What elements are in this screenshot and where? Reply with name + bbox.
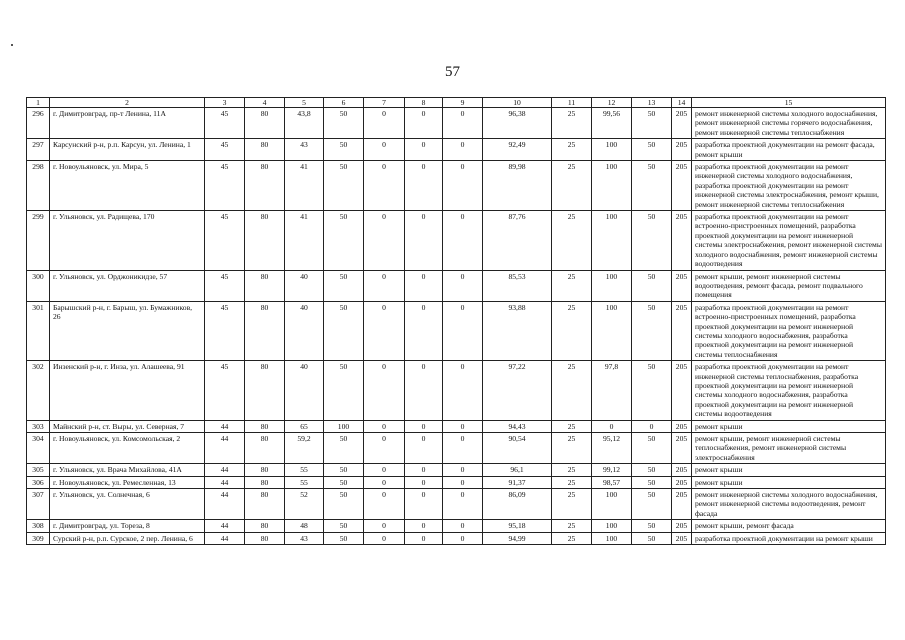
value-cell: 99,12 — [592, 464, 632, 476]
value-cell: 100 — [592, 139, 632, 161]
works-cell: разработка проектной документации на ремонт фасада, ремонт крыши — [692, 139, 886, 161]
value-cell: 25 — [552, 301, 592, 360]
value-cell: 25 — [552, 361, 592, 420]
value-cell: 80 — [245, 433, 285, 464]
value-cell: 96,38 — [483, 108, 552, 139]
value-cell: 50 — [632, 520, 672, 532]
address-cell: Карсунский р-н, р.п. Карсун, ул. Ленина, 1 — [50, 139, 205, 161]
column-header: 15 — [692, 98, 886, 108]
value-cell: 48 — [285, 520, 324, 532]
value-cell: 80 — [245, 476, 285, 488]
works-cell: разработка проектной документации на ремонт инженерной системы холодного водоснабжения, разработка проектной документации на ремонт инженерной системы электроснабжения, ремонт крыши, ремонт инженерной системы теплоснабжения — [692, 161, 886, 211]
row-number: 304 — [27, 433, 50, 464]
value-cell: 80 — [245, 108, 285, 139]
table-row — [27, 301, 886, 360]
value-cell: 50 — [632, 301, 672, 360]
column-header: 10 — [483, 98, 552, 108]
value-cell: 0 — [443, 433, 483, 464]
value-cell: 80 — [245, 420, 285, 432]
table-row — [27, 464, 886, 476]
value-cell: 25 — [552, 161, 592, 211]
value-cell: 25 — [552, 532, 592, 544]
value-cell: 80 — [245, 211, 285, 270]
address-cell: Сурский р-н, р.п. Сурское, 2 пер. Ленина, 6 — [50, 532, 205, 544]
data-table — [26, 97, 886, 545]
value-cell: 43 — [285, 139, 324, 161]
column-header: 9 — [443, 98, 483, 108]
address-cell: Барышский р-н, г. Барыш, ул. Бумажников, 26 — [50, 301, 205, 360]
table-row — [27, 420, 886, 432]
value-cell: 40 — [285, 361, 324, 420]
value-cell: 50 — [324, 211, 364, 270]
value-cell: 25 — [552, 420, 592, 432]
works-cell: ремонт инженерной системы холодного водоснабжения, ремонт инженерной системы водоотведения, ремонт фасада — [692, 489, 886, 520]
row-number: 309 — [27, 532, 50, 544]
value-cell: 205 — [672, 139, 692, 161]
value-cell: 0 — [364, 139, 405, 161]
column-header: 11 — [552, 98, 592, 108]
value-cell: 0 — [405, 433, 443, 464]
works-cell: ремонт крыши, ремонт фасада — [692, 520, 886, 532]
address-cell: г. Ульяновск, ул. Врача Михайлова, 41А — [50, 464, 205, 476]
address-cell: Инзенский р-н, г. Инза, ул. Алашеева, 91 — [50, 361, 205, 420]
value-cell: 41 — [285, 161, 324, 211]
value-cell: 0 — [364, 361, 405, 420]
value-cell: 50 — [324, 270, 364, 301]
value-cell: 50 — [324, 361, 364, 420]
value-cell: 80 — [245, 139, 285, 161]
row-number: 297 — [27, 139, 50, 161]
value-cell: 0 — [443, 489, 483, 520]
table-row — [27, 361, 886, 420]
value-cell: 0 — [443, 520, 483, 532]
table-row — [27, 532, 886, 544]
value-cell: 80 — [245, 270, 285, 301]
value-cell: 93,88 — [483, 301, 552, 360]
value-cell: 0 — [443, 476, 483, 488]
value-cell: 0 — [364, 108, 405, 139]
value-cell: 50 — [632, 270, 672, 301]
value-cell: 0 — [405, 532, 443, 544]
value-cell: 65 — [285, 420, 324, 432]
value-cell: 50 — [632, 464, 672, 476]
value-cell: 50 — [632, 211, 672, 270]
value-cell: 91,37 — [483, 476, 552, 488]
column-header: 1 — [27, 98, 50, 108]
value-cell: 25 — [552, 270, 592, 301]
row-number: 303 — [27, 420, 50, 432]
value-cell: 43 — [285, 532, 324, 544]
column-header: 3 — [205, 98, 245, 108]
value-cell: 0 — [405, 476, 443, 488]
value-cell: 25 — [552, 489, 592, 520]
value-cell: 50 — [632, 433, 672, 464]
value-cell: 89,98 — [483, 161, 552, 211]
value-cell: 0 — [443, 108, 483, 139]
value-cell: 45 — [205, 361, 245, 420]
value-cell: 45 — [205, 270, 245, 301]
value-cell: 45 — [205, 301, 245, 360]
value-cell: 0 — [405, 270, 443, 301]
value-cell: 50 — [324, 161, 364, 211]
value-cell: 25 — [552, 433, 592, 464]
value-cell: 25 — [552, 211, 592, 270]
value-cell: 50 — [324, 520, 364, 532]
value-cell: 43,8 — [285, 108, 324, 139]
address-cell: г. Ульяновск, ул. Орджоникидзе, 57 — [50, 270, 205, 301]
value-cell: 205 — [672, 489, 692, 520]
table-row — [27, 489, 886, 520]
value-cell: 205 — [672, 161, 692, 211]
table-row — [27, 476, 886, 488]
column-header: 7 — [364, 98, 405, 108]
value-cell: 98,57 — [592, 476, 632, 488]
value-cell: 0 — [443, 301, 483, 360]
value-cell: 205 — [672, 520, 692, 532]
value-cell: 0 — [405, 211, 443, 270]
table-row — [27, 161, 886, 211]
column-header: 5 — [285, 98, 324, 108]
value-cell: 205 — [672, 361, 692, 420]
value-cell: 44 — [205, 476, 245, 488]
value-cell: 44 — [205, 532, 245, 544]
page-number: 57 — [445, 64, 460, 80]
value-cell: 40 — [285, 270, 324, 301]
value-cell: 85,53 — [483, 270, 552, 301]
value-cell: 50 — [324, 476, 364, 488]
column-header: 4 — [245, 98, 285, 108]
value-cell: 0 — [443, 361, 483, 420]
value-cell: 50 — [324, 433, 364, 464]
value-cell: 44 — [205, 420, 245, 432]
works-cell: ремонт крыши, ремонт инженерной системы водоотведения, ремонт фасада, ремонт подвального помещения — [692, 270, 886, 301]
value-cell: 80 — [245, 489, 285, 520]
table-row — [27, 270, 886, 301]
table-row — [27, 108, 886, 139]
value-cell: 0 — [405, 161, 443, 211]
value-cell: 50 — [324, 139, 364, 161]
value-cell: 90,54 — [483, 433, 552, 464]
value-cell: 0 — [443, 139, 483, 161]
works-cell: разработка проектной документации на ремонт инженерной системы теплоснабжения, разработка проектной документации на ремонт инженерной системы холодного водоснабжения, разработка проектной документации на ремонт инженерной системы водоотведения — [692, 361, 886, 420]
value-cell: 0 — [405, 489, 443, 520]
row-number: 306 — [27, 476, 50, 488]
value-cell: 205 — [672, 301, 692, 360]
value-cell: 80 — [245, 532, 285, 544]
value-cell: 205 — [672, 476, 692, 488]
address-cell: г. Новоульяновск, ул. Комсомольская, 2 — [50, 433, 205, 464]
row-number: 301 — [27, 301, 50, 360]
value-cell: 0 — [364, 301, 405, 360]
value-cell: 52 — [285, 489, 324, 520]
value-cell: 50 — [324, 301, 364, 360]
value-cell: 0 — [405, 420, 443, 432]
table-row — [27, 211, 886, 270]
value-cell: 25 — [552, 520, 592, 532]
column-header: 13 — [632, 98, 672, 108]
value-cell: 50 — [324, 532, 364, 544]
value-cell: 45 — [205, 211, 245, 270]
value-cell: 0 — [405, 464, 443, 476]
value-cell: 50 — [324, 489, 364, 520]
table-body — [27, 108, 886, 545]
value-cell: 50 — [324, 464, 364, 476]
value-cell: 205 — [672, 433, 692, 464]
value-cell: 0 — [364, 270, 405, 301]
value-cell: 95,18 — [483, 520, 552, 532]
value-cell: 0 — [443, 270, 483, 301]
value-cell: 45 — [205, 161, 245, 211]
row-number: 308 — [27, 520, 50, 532]
value-cell: 100 — [592, 532, 632, 544]
row-number: 299 — [27, 211, 50, 270]
value-cell: 44 — [205, 464, 245, 476]
value-cell: 95,12 — [592, 433, 632, 464]
value-cell: 50 — [324, 108, 364, 139]
address-cell: г. Димитровград, пр-т Ленина, 11А — [50, 108, 205, 139]
value-cell: 0 — [364, 211, 405, 270]
value-cell: 100 — [592, 161, 632, 211]
works-cell: разработка проектной документации на ремонт встроенно-пристроенных помещений, разработка проектной документации на ремонт инженерной системы электроснабжения, ремонт инженерной системы холодного водоснабжения, ремонт инженерной системы водоотведения — [692, 211, 886, 270]
value-cell: 100 — [592, 211, 632, 270]
value-cell: 205 — [672, 211, 692, 270]
row-number: 305 — [27, 464, 50, 476]
table-row — [27, 139, 886, 161]
value-cell: 41 — [285, 211, 324, 270]
value-cell: 0 — [364, 161, 405, 211]
value-cell: 0 — [443, 532, 483, 544]
works-cell: ремонт крыши — [692, 476, 886, 488]
value-cell: 80 — [245, 161, 285, 211]
value-cell: 0 — [405, 361, 443, 420]
value-cell: 205 — [672, 464, 692, 476]
column-header: 8 — [405, 98, 443, 108]
value-cell: 0 — [443, 420, 483, 432]
value-cell: 45 — [205, 139, 245, 161]
row-number: 300 — [27, 270, 50, 301]
value-cell: 94,43 — [483, 420, 552, 432]
value-cell: 100 — [592, 301, 632, 360]
value-cell: 50 — [632, 476, 672, 488]
value-cell: 25 — [552, 139, 592, 161]
value-cell: 44 — [205, 489, 245, 520]
row-number: 302 — [27, 361, 50, 420]
value-cell: 0 — [364, 433, 405, 464]
column-header: 6 — [324, 98, 364, 108]
value-cell: 0 — [364, 476, 405, 488]
scan-mark — [11, 44, 13, 46]
column-header: 14 — [672, 98, 692, 108]
value-cell: 80 — [245, 464, 285, 476]
value-cell: 100 — [592, 489, 632, 520]
value-cell: 94,99 — [483, 532, 552, 544]
works-cell: ремонт крыши, ремонт инженерной системы теплоснабжения, ремонт инженерной системы электроснабжения — [692, 433, 886, 464]
address-cell: г. Новоульяновск, ул. Ремесленная, 13 — [50, 476, 205, 488]
column-header: 12 — [592, 98, 632, 108]
value-cell: 205 — [672, 532, 692, 544]
value-cell: 0 — [364, 464, 405, 476]
value-cell: 205 — [672, 108, 692, 139]
value-cell: 25 — [552, 108, 592, 139]
works-cell: ремонт крыши — [692, 420, 886, 432]
value-cell: 40 — [285, 301, 324, 360]
row-number: 307 — [27, 489, 50, 520]
value-cell: 97,22 — [483, 361, 552, 420]
column-header: 2 — [50, 98, 205, 108]
value-cell: 205 — [672, 270, 692, 301]
works-cell: ремонт крыши — [692, 464, 886, 476]
value-cell: 0 — [443, 211, 483, 270]
address-cell: г. Новоульяновск, ул. Мира, 5 — [50, 161, 205, 211]
value-cell: 50 — [632, 161, 672, 211]
value-cell: 50 — [632, 139, 672, 161]
value-cell: 80 — [245, 301, 285, 360]
value-cell: 86,09 — [483, 489, 552, 520]
value-cell: 0 — [405, 108, 443, 139]
value-cell: 45 — [205, 108, 245, 139]
value-cell: 50 — [632, 108, 672, 139]
value-cell: 92,49 — [483, 139, 552, 161]
value-cell: 0 — [405, 139, 443, 161]
value-cell: 0 — [364, 420, 405, 432]
value-cell: 87,76 — [483, 211, 552, 270]
value-cell: 96,1 — [483, 464, 552, 476]
value-cell: 50 — [632, 361, 672, 420]
value-cell: 55 — [285, 476, 324, 488]
value-cell: 97,8 — [592, 361, 632, 420]
value-cell: 55 — [285, 464, 324, 476]
table-row — [27, 520, 886, 532]
value-cell: 205 — [672, 420, 692, 432]
value-cell: 25 — [552, 476, 592, 488]
value-cell: 0 — [405, 301, 443, 360]
value-cell: 50 — [632, 532, 672, 544]
value-cell: 0 — [443, 161, 483, 211]
value-cell: 0 — [364, 520, 405, 532]
value-cell: 0 — [632, 420, 672, 432]
value-cell: 59,2 — [285, 433, 324, 464]
address-cell: г. Ульяновск, ул. Солнечная, 6 — [50, 489, 205, 520]
value-cell: 100 — [592, 270, 632, 301]
value-cell: 0 — [592, 420, 632, 432]
value-cell: 0 — [405, 520, 443, 532]
value-cell: 25 — [552, 464, 592, 476]
works-cell: разработка проектной документации на ремонт встроенно-пристроенных помещений, разработка проектной документации на ремонт инженерной системы холодного водоснабжения, разработка проектной документации на ремонт инженерной системы теплоснабжения — [692, 301, 886, 360]
value-cell: 0 — [364, 489, 405, 520]
value-cell: 44 — [205, 433, 245, 464]
works-cell: разработка проектной документации на ремонт крыши — [692, 532, 886, 544]
value-cell: 0 — [364, 532, 405, 544]
works-cell: ремонт инженерной системы холодного водоснабжения, ремонт инженерной системы горячего водоснабжения, ремонт инженерной системы теплоснабжения — [692, 108, 886, 139]
value-cell: 100 — [324, 420, 364, 432]
value-cell: 50 — [632, 489, 672, 520]
address-cell: г. Ульяновск, ул. Радищева, 170 — [50, 211, 205, 270]
value-cell: 80 — [245, 520, 285, 532]
table-row — [27, 433, 886, 464]
address-cell: Майнский р-н, ст. Выры, ул. Северная, 7 — [50, 420, 205, 432]
value-cell: 100 — [592, 520, 632, 532]
address-cell: г. Димитровград, ул. Тореза, 8 — [50, 520, 205, 532]
value-cell: 0 — [443, 464, 483, 476]
row-number: 296 — [27, 108, 50, 139]
value-cell: 44 — [205, 520, 245, 532]
header-row — [27, 98, 886, 108]
value-cell: 99,56 — [592, 108, 632, 139]
value-cell: 80 — [245, 361, 285, 420]
row-number: 298 — [27, 161, 50, 211]
